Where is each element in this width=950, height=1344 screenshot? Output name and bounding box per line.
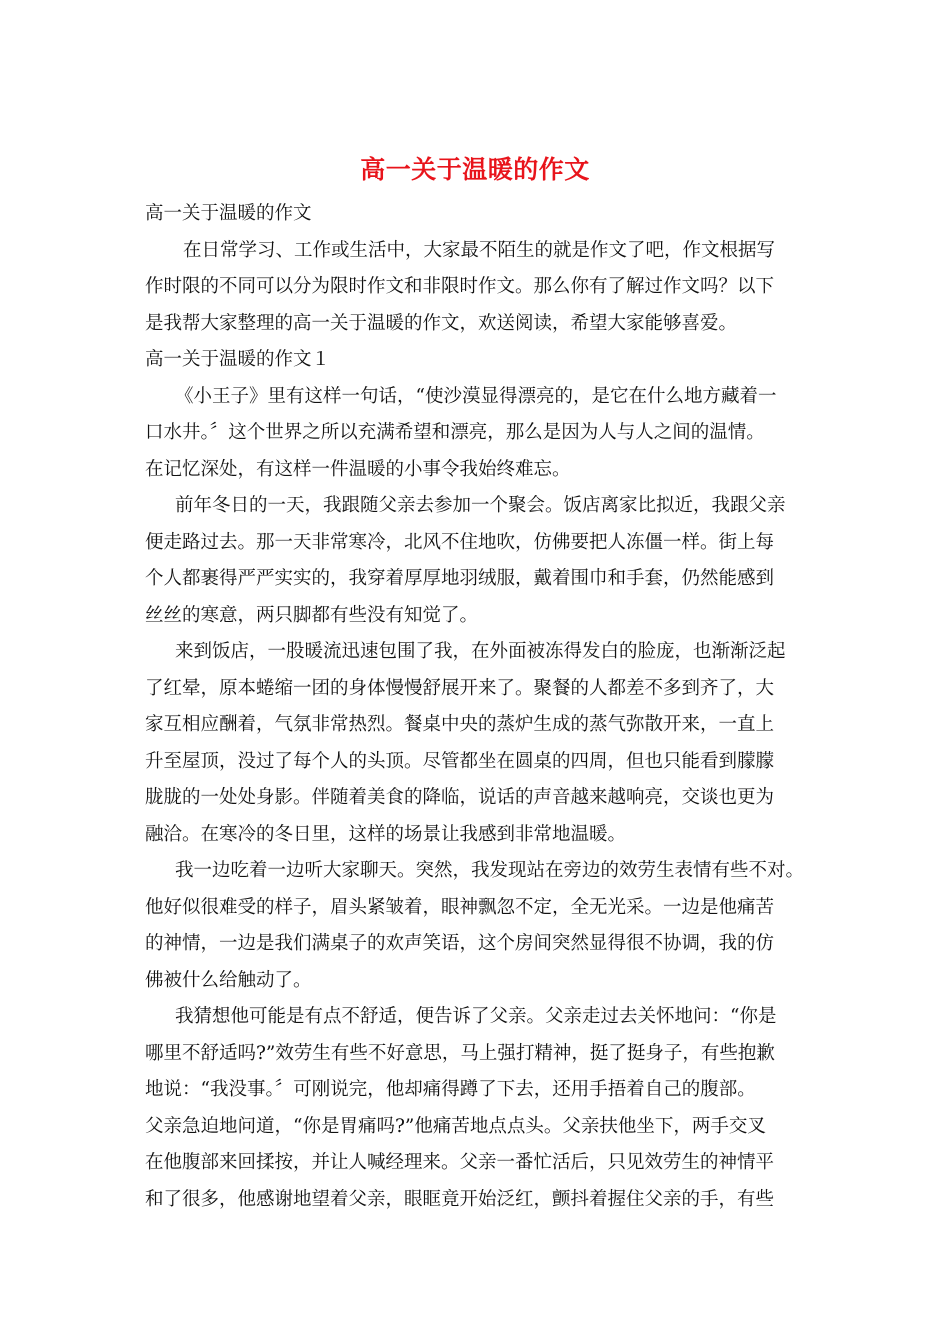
- text-line: 和了很多，他感谢地望着父亲，眼眶竟开始泛红，颤抖着握住父亲的手，有些: [145, 1188, 775, 1210]
- document-body: [145, 196, 815, 1218]
- text-line: 佛被什么给触动了。: [145, 969, 312, 991]
- text-line: 父亲急迫地问道，“你是胃痛吗?”他痛苦地点点头。父亲扶他坐下，两手交叉: [145, 1115, 766, 1137]
- text-line: 我猜想他可能是有点不舒适，便告诉了父亲。父亲走过去关怀地问：“你是: [175, 1006, 777, 1027]
- text-line: 在他腹部来回揉按，并让人喊经理来。父亲一番忙活后，只见效劳生的神情平: [145, 1152, 775, 1173]
- text-line: 来到饭店，一股暖流迅速包围了我，在外面被冻得发白的脸庞，也渐渐泛起: [175, 641, 786, 662]
- text-line: 是我帮大家整理的高一关于温暖的作文，欢送阅读，希望大家能够喜爱。: [145, 312, 738, 334]
- text-line: 他好似很难受的样子，眉头紧皱着，眼神飘忽不定，全无光采。一边是他痛苦: [145, 896, 775, 918]
- document-subtitle: 高一关于温暖的作文: [145, 203, 312, 224]
- text-line: 丝丝的寒意，两只脚都有些没有知觉了。: [145, 604, 479, 626]
- text-line: 哪里不舒适吗?”效劳生有些不好意思，马上强打精神，挺了挺身子，有些抱歉: [145, 1042, 775, 1064]
- text-line: 便走路过去。那一天非常寒冷，北风不住地吹，仿佛要把人冻僵一样。街上每: [145, 531, 775, 553]
- text-line: 了红晕，原本蜷缩一团的身体慢慢舒展开来了。聚餐的人都差不多到齐了，大: [145, 677, 775, 699]
- text-line: 前年冬日的一天，我跟随父亲去参加一个聚会。饭店离家比拟近，我跟父亲: [175, 495, 786, 516]
- text-line: 我一边吃着一边听大家聊天。突然，我发现站在旁边的效劳生表情有些不对。: [175, 860, 805, 881]
- text-line: 作时限的不同可以分为限时作文和非限时作文。那么你有了解过作文吗？以下: [145, 276, 775, 297]
- text-line: 融洽。在寒冷的冬日里，这样的场景让我感到非常地温暖。: [145, 823, 627, 845]
- text-line: 在记忆深处，有这样一件温暖的小事令我始终难忘。: [145, 458, 571, 480]
- text-line: 《小王子》里有这样一句话，“使沙漠显得漂亮的，是它在什么地方藏着一: [175, 385, 777, 407]
- text-line: 个人都裹得严严实实的，我穿着厚厚地羽绒服，戴着围巾和手套，仍然能感到: [145, 568, 775, 589]
- text-line: 家互相应酬着，气氛非常热烈。餐桌中央的蒸炉生成的蒸气弥散开来，一直上: [145, 714, 775, 735]
- text-line: 的神情，一边是我们满桌子的欢声笑语，这个房间突然显得很不协调，我的仿: [145, 933, 775, 954]
- text-line: 升至屋顶，没过了每个人的头顶。尽管都坐在圆桌的四周，但也只能看到朦朦: [145, 750, 775, 772]
- text-line: 口水井。〞这个世界之所以充满希望和漂亮，那么是因为人与人之间的温情。: [145, 422, 765, 443]
- document-title: 高一关于温暖的作文: [360, 155, 590, 184]
- text-line: 地说：“我没事。〞可刚说完，他却痛得蹲了下去，还用手捂着自己的腹部。: [145, 1079, 756, 1100]
- text-line: 在日常学习、工作或生活中，大家最不陌生的就是作文了吧，作文根据写: [183, 239, 776, 261]
- text-line: 胧胧的一处处身影。伴随着美食的降临，说话的声音越来越响亮，交谈也更为: [145, 787, 775, 808]
- section-heading: 高一关于温暖的作文１: [145, 349, 331, 370]
